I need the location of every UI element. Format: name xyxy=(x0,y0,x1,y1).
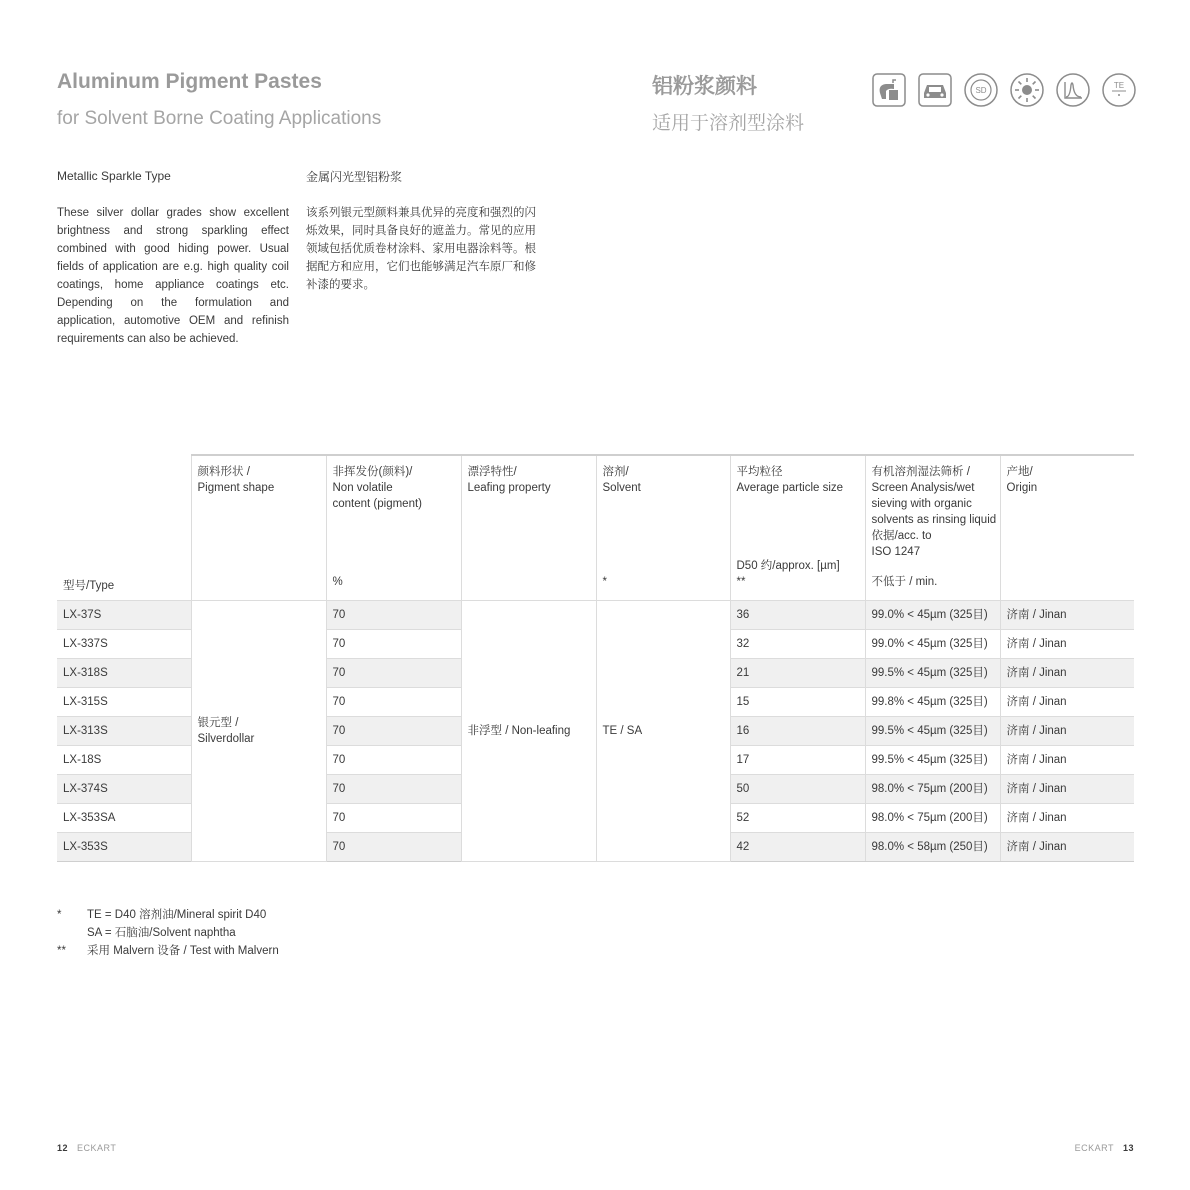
header-type: 型号/Type xyxy=(63,580,115,592)
cell-screen-analysis: 99.0% < 45µm (325目) xyxy=(865,630,1000,659)
cell-origin: 济南 / Jinan xyxy=(1000,630,1134,659)
cell-screen-analysis: 98.0% < 75µm (200目) xyxy=(865,804,1000,833)
svg-text:TE: TE xyxy=(1113,81,1125,90)
cell-particle-size: 17 xyxy=(730,746,865,775)
cell-non-volatile: 70 xyxy=(326,659,461,688)
header-non-volatile-unit: % xyxy=(332,576,343,588)
page-subtitle-en: for Solvent Borne Coating Applications xyxy=(57,108,382,129)
cell-origin: 济南 / Jinan xyxy=(1000,717,1134,746)
curve-peak-icon xyxy=(1056,73,1090,107)
cell-origin: 济南 / Jinan xyxy=(1000,601,1134,630)
footer-right xyxy=(1075,1143,1134,1153)
cell-leafing: 非浮型 / Non-leafing xyxy=(461,601,596,862)
section-heading-cn: 金属闪光型铝粉浆 xyxy=(306,170,403,184)
cell-type: LX-18S xyxy=(57,746,191,775)
description-cn: 该系列银元型颜料兼具优异的亮度和强烈的闪烁效果，同时具备良好的遮盖力。常见的应用领域包括优质卷材涂料、家用电器涂料等。根据配方和应用，它们也能够满足汽车原厂和修补漆的要求。 xyxy=(306,207,536,291)
page-subtitle-cn: 适用于溶剂型涂料 xyxy=(652,113,805,134)
cell-origin: 济南 / Jinan xyxy=(1000,804,1134,833)
shape-label-en: Silverdollar xyxy=(197,733,255,745)
page-number-right: 13 xyxy=(1122,1143,1134,1153)
footnote: * TE = D40 溶剂油/Mineral spirit D40 xyxy=(57,909,267,921)
cell-screen-analysis: 99.8% < 45µm (325目) xyxy=(865,688,1000,717)
header-leafing: 漂浮特性/ Leafing property xyxy=(461,455,596,601)
header-screen-analysis: 有机溶剂湿法筛析 / Screen Analysis/wet sieving with organic solvents as rinsing liquid 依据/acc. to ISO 1247 不低于 / min. xyxy=(865,455,1000,601)
cell-screen-analysis: 99.5% < 45µm (325目) xyxy=(865,717,1000,746)
description-en: These silver dollar grades show excellent brightness and strong sparkling effect combined with good hiding power. Usual fields of application are e.g. high quality coil coatings, home appliance coatings etc. Depending on the formulation and application, automotive OEM and refinish requirements can also be achieved. xyxy=(57,207,289,345)
shape-label-cn: 银元型 / xyxy=(197,717,239,729)
cell-type: LX-337S xyxy=(57,630,191,659)
cell-non-volatile: 70 xyxy=(326,601,461,630)
header-screen-analysis-unit: 不低于 / min. xyxy=(871,576,938,588)
cell-non-volatile: 70 xyxy=(326,775,461,804)
header-origin: 产地/ Origin xyxy=(1000,455,1134,601)
footer-brand-right: ECKART xyxy=(1074,1143,1114,1153)
cell-non-volatile: 70 xyxy=(326,717,461,746)
cell-solvent: TE / SA xyxy=(596,601,730,862)
footnotes xyxy=(57,906,279,960)
cell-non-volatile: 70 xyxy=(326,804,461,833)
cell-type: LX-37S xyxy=(57,601,191,630)
cell-particle-size: 42 xyxy=(730,833,865,862)
cell-origin: 济南 / Jinan xyxy=(1000,688,1134,717)
cell-particle-size: 50 xyxy=(730,775,865,804)
cell-origin: 济南 / Jinan xyxy=(1000,746,1134,775)
header-solvent: 溶剂/ Solvent * xyxy=(596,455,730,601)
cell-screen-analysis: 99.5% < 45µm (325目) xyxy=(865,659,1000,688)
sun-icon xyxy=(1010,73,1044,107)
cell-non-volatile: 70 xyxy=(326,746,461,775)
sd-icon xyxy=(964,73,998,107)
cell-particle-size: 21 xyxy=(730,659,865,688)
page-title-en: Aluminum Pigment Pastes xyxy=(57,70,322,93)
application-icons xyxy=(872,73,1136,107)
cell-particle-size: 52 xyxy=(730,804,865,833)
cell-screen-analysis: 98.0% < 75µm (200目) xyxy=(865,775,1000,804)
footer-left xyxy=(57,1143,116,1153)
cell-screen-analysis: 98.0% < 58µm (250目) xyxy=(865,833,1000,862)
paint-bucket-icon xyxy=(872,73,906,107)
header-particle-size: 平均粒径 Average particle size D50 约/approx. [µm] ** xyxy=(730,455,865,601)
cell-type: LX-315S xyxy=(57,688,191,717)
cell-origin: 济南 / Jinan xyxy=(1000,659,1134,688)
cell-non-volatile: 70 xyxy=(326,630,461,659)
cell-particle-size: 16 xyxy=(730,717,865,746)
svg-text:SD: SD xyxy=(975,86,987,95)
cell-type: LX-353SA xyxy=(57,804,191,833)
header-pigment-shape: 颜料形状 / Pigment shape xyxy=(191,455,326,601)
car-icon xyxy=(918,73,952,107)
table-row xyxy=(57,601,1134,630)
te-icon xyxy=(1102,73,1136,107)
section-heading-en: Metallic Sparkle Type xyxy=(57,169,171,183)
cell-type: LX-353S xyxy=(57,833,191,862)
page-number-left: 12 xyxy=(57,1143,69,1153)
page-title-cn: 铝粉浆颜料 xyxy=(652,75,757,98)
header-particle-size-unit: D50 约/approx. [µm] ** xyxy=(736,560,840,588)
product-table xyxy=(57,454,1134,862)
cell-origin: 济南 / Jinan xyxy=(1000,775,1134,804)
table-body xyxy=(57,601,1134,862)
cell-pigment-shape xyxy=(191,601,326,862)
cell-type: LX-374S xyxy=(57,775,191,804)
footnote: SA = 石脑油/Solvent naphtha xyxy=(87,927,236,939)
cell-non-volatile: 70 xyxy=(326,688,461,717)
cell-screen-analysis: 99.5% < 45µm (325目) xyxy=(865,746,1000,775)
cell-type: LX-318S xyxy=(57,659,191,688)
footnote: ** 采用 Malvern 设备 / Test with Malvern xyxy=(57,945,279,957)
cell-type: LX-313S xyxy=(57,717,191,746)
cell-particle-size: 15 xyxy=(730,688,865,717)
header-solvent-unit: * xyxy=(602,576,607,588)
cell-origin: 济南 / Jinan xyxy=(1000,833,1134,862)
cell-non-volatile: 70 xyxy=(326,833,461,862)
cell-particle-size: 36 xyxy=(730,601,865,630)
header-non-volatile: 非挥发份(颜料)/ Non volatile content (pigment) % xyxy=(326,455,461,601)
footer-brand-left: ECKART xyxy=(77,1143,117,1153)
cell-screen-analysis: 99.0% < 45µm (325目) xyxy=(865,601,1000,630)
cell-particle-size: 32 xyxy=(730,630,865,659)
